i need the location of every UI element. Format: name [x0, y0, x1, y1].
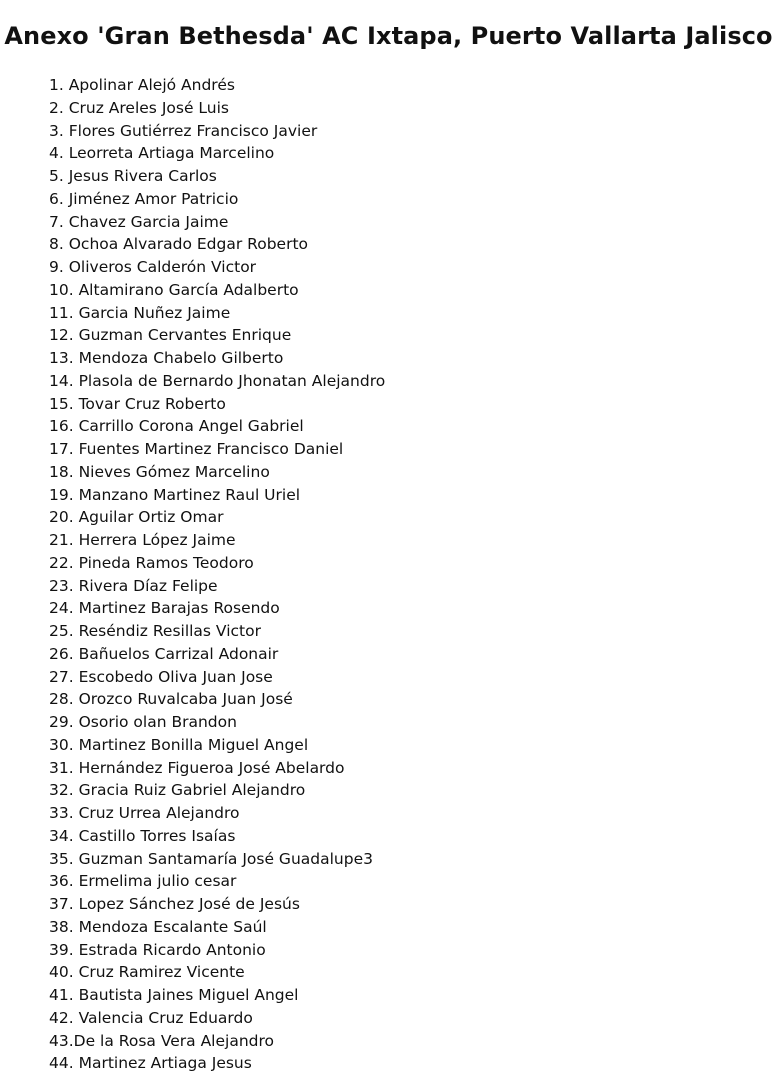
names-list [49, 74, 385, 1075]
list-item: 30. Martinez Bonilla Miguel Angel [49, 735, 309, 754]
list-item: 28. Orozco Ruvalcaba Juan José [49, 690, 293, 709]
list-item: 21. Herrera López Jaime [49, 531, 236, 549]
list-item: 36. Ermelima julio cesar [49, 872, 237, 891]
list-item: 31. Hernández Figueroa José Abelardo [49, 758, 345, 777]
document-title: Anexo 'Gran Bethesda' AC Ixtapa, Puerto Vallarta Jalisco [4, 22, 773, 50]
list-item: 37. Lopez Sánchez José de Jesús [49, 895, 300, 913]
list-item: 29. Osorio olan Brandon [49, 713, 237, 731]
list-item: 13. Mendoza Chabelo Gilberto [49, 349, 284, 367]
list-item: 15. Tovar Cruz Roberto [49, 394, 226, 413]
list-item: 34. Castillo Torres Isaías [49, 826, 236, 845]
list-item: 43.De la Rosa Vera Alejandro [49, 1031, 274, 1050]
list-item: 20. Aguilar Ortiz Omar [49, 508, 224, 527]
list-item: 17. Fuentes Martinez Francisco Daniel [49, 440, 344, 458]
list-item: 3. Flores Gutiérrez Francisco Javier [49, 121, 318, 140]
list-item: 6. Jiménez Amor Patricio [49, 189, 239, 208]
list-item: 5. Jesus Rivera Carlos [49, 167, 217, 185]
list-item: 40. Cruz Ramirez Vicente [49, 963, 245, 982]
list-item: 9. Oliveros Calderón Victor [49, 258, 257, 276]
list-item: 23. Rivera Díaz Felipe [49, 576, 218, 595]
list-item: 32. Gracia Ruiz Gabriel Alejandro [49, 781, 306, 800]
list-item: 8. Ochoa Alvarado Edgar Roberto [49, 235, 309, 254]
list-item: 19. Manzano Martinez Raul Uriel [49, 485, 301, 504]
list-item: 42. Valencia Cruz Eduardo [49, 1008, 253, 1027]
list-item: 27. Escobedo Oliva Juan Jose [49, 667, 273, 686]
list-item: 25. Reséndiz Resillas Victor [49, 622, 261, 640]
list-item: 41. Bautista Jaines Miguel Angel [49, 986, 299, 1004]
list-item: 16. Carrillo Corona Angel Gabriel [49, 417, 304, 436]
list-item: 7. Chavez Garcia Jaime [49, 212, 229, 231]
list-item: 4. Leorreta Artiaga Marcelino [49, 144, 275, 163]
list-item: 1. Apolinar Alejó Andrés [49, 76, 235, 94]
list-item: 2. Cruz Areles José Luis [49, 98, 229, 117]
list-item: 18. Nieves Gómez Marcelino [49, 462, 270, 481]
list-item: 44. Martinez Artiaga Jesus [49, 1054, 252, 1073]
list-item: 22. Pineda Ramos Teodoro [49, 553, 254, 572]
list-item: 39. Estrada Ricardo Antonio [49, 940, 266, 959]
list-item: 24. Martinez Barajas Rosendo [49, 599, 280, 618]
list-item: 33. Cruz Urrea Alejandro [49, 804, 240, 822]
list-item: 12. Guzman Cervantes Enrique [49, 326, 292, 345]
list-item: 14. Plasola de Bernardo Jhonatan Alejandro [49, 371, 386, 390]
list-item: 35. Guzman Santamaría José Guadalupe3 [49, 849, 373, 868]
list-item: 11. Garcia Nuñez Jaime [49, 303, 231, 322]
list-item: 10. Altamirano García Adalberto [49, 280, 299, 299]
list-item: 38. Mendoza Escalante Saúl [49, 917, 267, 936]
list-item: 26. Bañuelos Carrizal Adonair [49, 644, 279, 663]
